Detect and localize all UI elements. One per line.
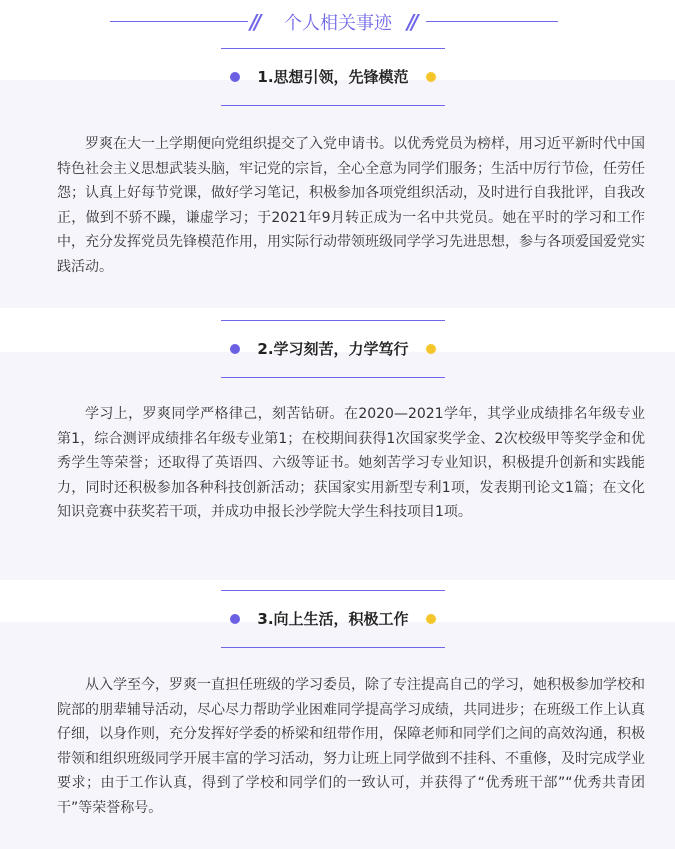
section-3-paragraph: 从入学至今，罗爽一直担任班级的学习委员，除了专注提高自己的学习，她积极参加学校和院部的朋辈辅导活动，尽心尽力帮助学业困难同学提高学习成绩，共同进步；在班级工作上认真仔细，以身作则，充分发挥好学委的桥梁和纽带作用，保障老师和同学们之间的高效沟通，积极带领和组织班级同学开展丰富的学习活动，努力让班上同学做到不挂科、不重修，及时完成学业要求；由于工作认真，得到了学校和同学们的一致认可，并获得了“优秀班干部”“优秀共青团干”等荣誉称号。 [57,677,645,816]
section-3-heading-banner [218,590,448,648]
section-2-paragraph: 学习上，罗爽同学严格律己，刻苦钻研。在2020—2021学年，其学业成绩排名年级专业第1，综合测评成绩排名年级专业第1；在校期间获得1次国家奖学金、2次校级甲等奖学金和优秀学生等荣誉；还取得了英语四、六级等证书。她刻苦学习专业知识，积极提升创新和实践能力，同时还积极参加各种科技创新活动；获国家实用新型专利1项，发表期刊论文1篇；在文化知识竞赛中获奖若干项，并成功申报长沙学院大学生科技项目1项。 [57,406,645,520]
page-title: 个人相关事迹 [284,13,392,34]
heading-rule-bottom [221,377,445,378]
section-1-paragraph: 罗爽在大一上学期便向党组织提交了入党申请书。以优秀党员为榜样，用习近平新时代中国特色社会主义思想武装头脑，牢记党的宗旨，全心全意为同学们服务；生活中厉行节俭，任劳任怨；认真上好每节党课，做好学习笔记，积极参加各项党组织活动，及时进行自我批评，自我改正，做到不骄不躁，谦虚学习；于2021年9月转正成为一名中共党员。她在平时的学习和工作中，充分发挥党员先锋模范作用，用实际行动带领班级同学学习先进思想，参与各项爱国爱党实践活动。 [57,136,645,275]
section-1-heading-banner [218,48,448,106]
header-slash-left-icon: // [250,10,259,34]
heading-rule-bottom [221,105,445,106]
section-2-heading: 2.学习刻苦，力学笃行 [257,340,409,358]
page-header [0,0,675,44]
heading-rule-top [221,590,445,591]
section-3-heading: 3.向上生活，积极工作 [257,610,409,628]
yellow-dot-icon [426,614,436,624]
header-slash-right-icon: // [407,10,416,34]
yellow-dot-icon [426,344,436,354]
section-2-heading-banner [218,320,448,378]
header-divider-left [110,21,248,22]
heading-rule-top [221,48,445,49]
heading-rule-top [221,320,445,321]
section-1-heading: 1.思想引领，先锋模范 [257,68,409,86]
yellow-dot-icon [426,72,436,82]
heading-rule-bottom [221,647,445,648]
header-divider-right [426,21,558,22]
